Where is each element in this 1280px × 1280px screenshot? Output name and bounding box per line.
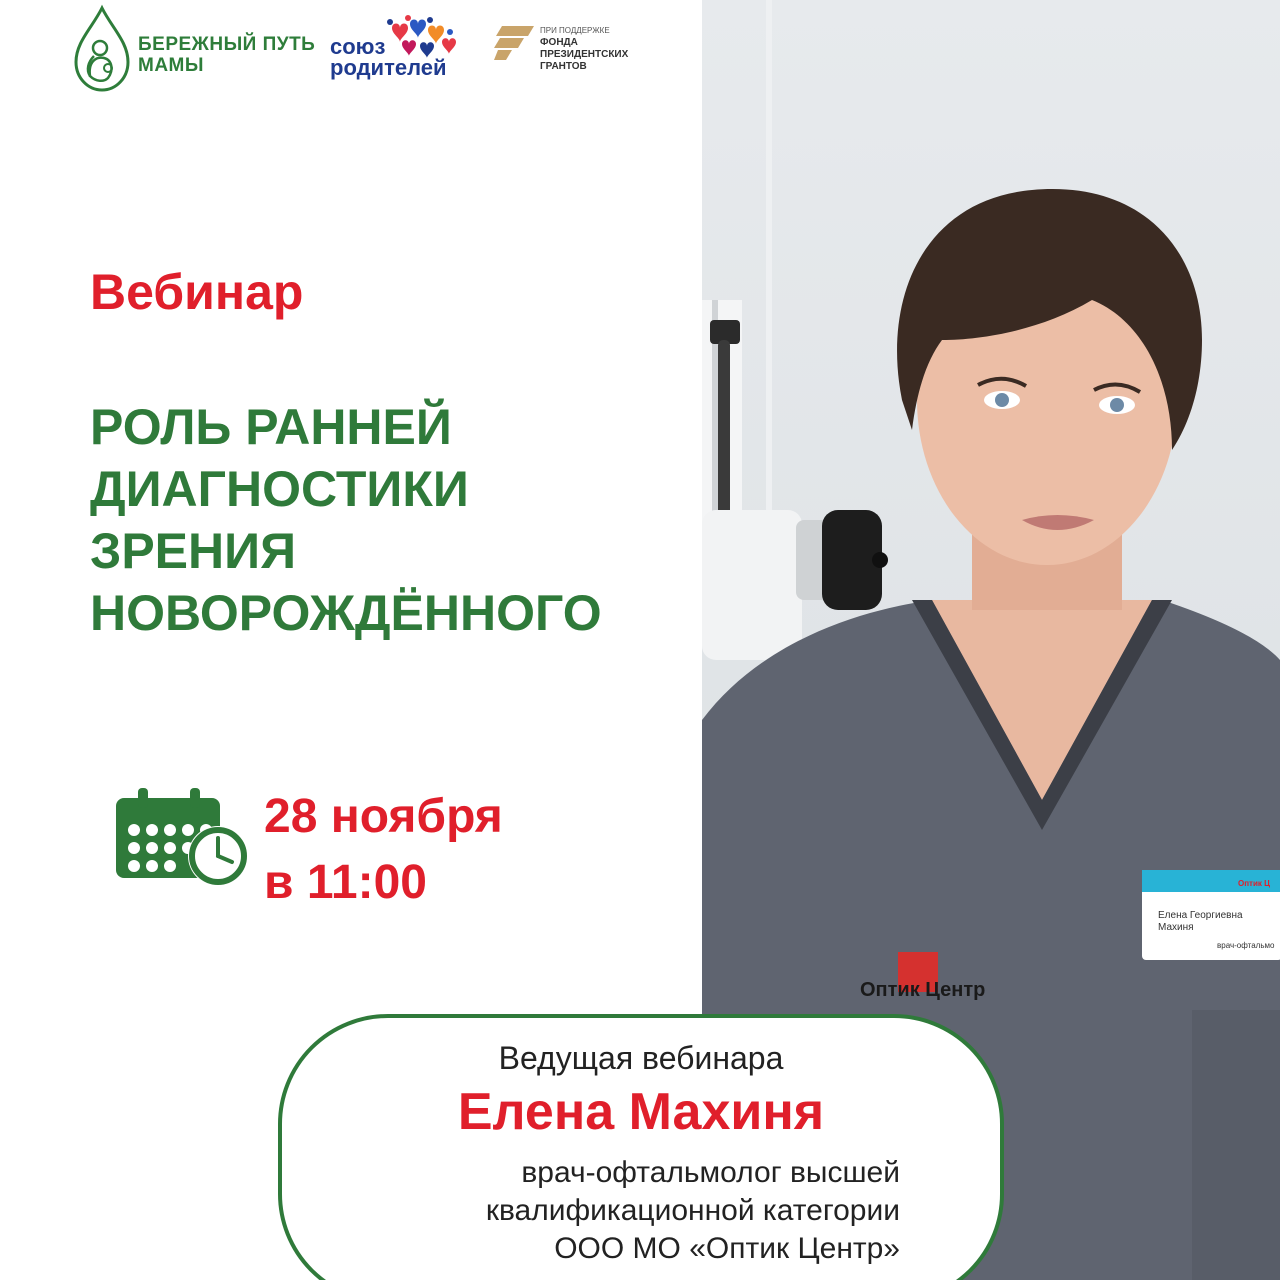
logo-bp-line2: МАМЫ (138, 55, 204, 76)
speaker-role: Ведущая вебинара (498, 1040, 784, 1076)
title-line3: ЗРЕНИЯ (90, 523, 297, 579)
speaker-desc-line2: квалификационной категории (485, 1194, 900, 1227)
title-line4: НОВОРОЖДЁННОГО (90, 585, 602, 641)
speaker-card (278, 1014, 1004, 1280)
event-date (264, 784, 503, 916)
date-line2: в 11:00 (264, 856, 427, 909)
badge-role: врач-офтальмо (1217, 941, 1275, 950)
logo-fpg (540, 25, 628, 73)
uniform-logo: Оптик Центр (860, 979, 986, 1001)
logo-soyuz-roditeley (330, 36, 447, 79)
logo-fpg-line1: ПРИ ПОДДЕРЖКЕ (540, 26, 610, 35)
logo-sr-line1: союз (330, 34, 386, 59)
fpg-emblem-icon (494, 24, 536, 60)
drop-mother-child-icon (70, 4, 134, 94)
date-line1: 28 ноября (264, 790, 503, 843)
speaker-desc-line1: врач-офтальмолог высшей (521, 1156, 900, 1189)
logo-bezhny-put (138, 34, 315, 76)
logo-bp-line1: БЕРЕЖНЫЙ ПУТЬ (138, 34, 316, 55)
badge-brand: Оптик Ц (1238, 879, 1270, 888)
badge-name: Елена Георгиевна (1158, 910, 1243, 921)
logo-fpg-line2: ФОНДА (540, 37, 578, 48)
speaker-description (342, 1154, 980, 1268)
title-line1: РОЛЬ РАННЕЙ (90, 399, 452, 455)
logo-sr-line2: родителей (330, 55, 447, 80)
badge-surname: Махиня (1158, 922, 1194, 933)
speaker-name: Елена Махиня (457, 1083, 825, 1141)
calendar-clock-icon (112, 788, 250, 888)
title-line2: ДИАГНОСТИКИ (90, 461, 469, 517)
page-title (90, 396, 690, 644)
logo-fpg-line4: ГРАНТОВ (540, 61, 587, 72)
speaker-desc-line3: ООО МО «Оптик Центр» (554, 1232, 900, 1265)
eyebrow-webinar: Вебинар (90, 264, 304, 320)
logo-fpg-line3: ПРЕЗИДЕНТСКИХ (540, 49, 629, 60)
